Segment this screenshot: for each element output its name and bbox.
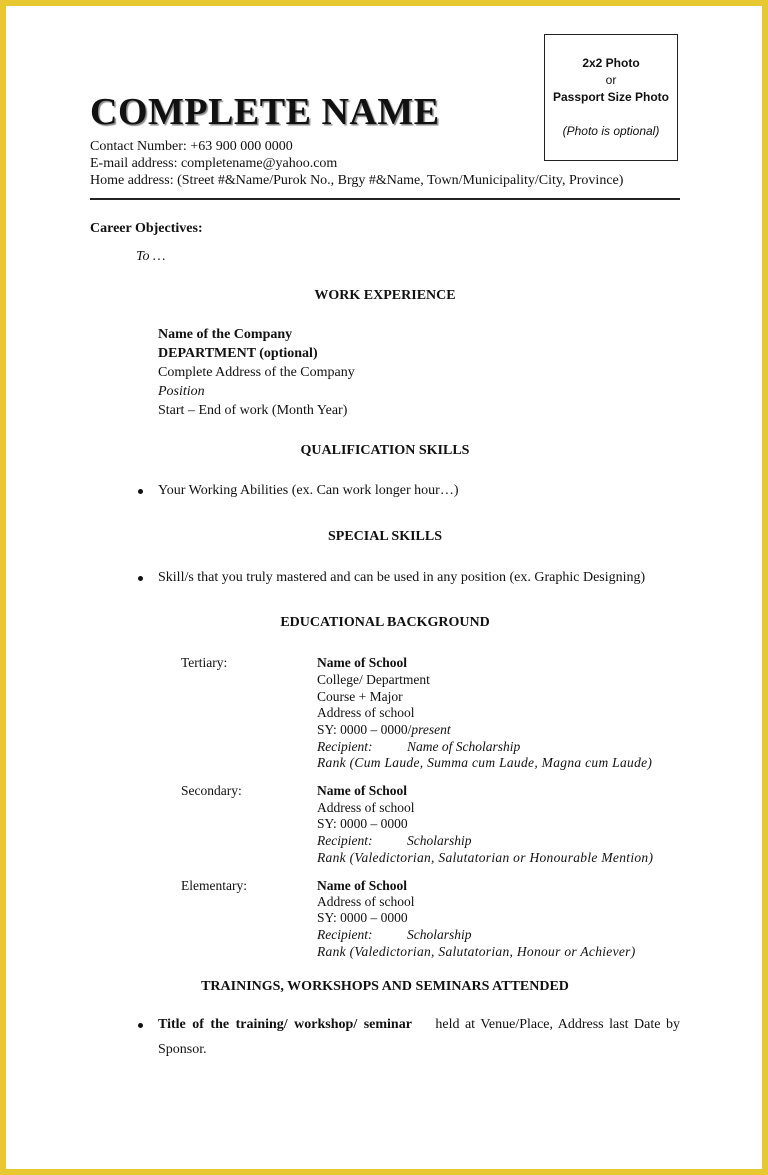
work-experience-heading: WORK EXPERIENCE — [314, 288, 456, 303]
contact-number: Contact Number: +63 900 000 0000 — [90, 139, 293, 154]
secondary-label: Secondary: — [181, 783, 242, 798]
tertiary-college: College/ Department — [317, 672, 430, 687]
work-period: Start – End of work (Month Year) — [158, 403, 348, 418]
elementary-recipient-label: Recipient: — [317, 927, 373, 942]
elementary-rank: Rank (Valedictorian, Salutatorian, Honour or Achiever) — [317, 944, 636, 959]
company-address: Complete Address of the Company — [158, 365, 355, 380]
educational-background-heading: EDUCATIONAL BACKGROUND — [280, 615, 490, 630]
complete-name-title: COMPLETE NAME — [90, 91, 440, 133]
resume-page — [6, 6, 762, 1169]
photo-optional-note: (Photo is optional) — [562, 124, 660, 138]
elementary-scholarship: Scholarship — [407, 927, 472, 942]
training-item-line — [158, 1017, 680, 1033]
email-address: E-mail address: completename@yahoo.com — [90, 156, 338, 171]
secondary-scholarship: Scholarship — [407, 833, 472, 848]
elementary-school: Name of School — [317, 878, 407, 893]
tertiary-course: Course + Major — [317, 689, 403, 704]
special-skills-heading: SPECIAL SKILLS — [328, 529, 442, 544]
bullet-icon — [138, 1023, 143, 1028]
department: DEPARTMENT (optional) — [158, 346, 318, 361]
tertiary-sy-present: present — [411, 722, 451, 737]
photo-placeholder-box — [544, 34, 678, 161]
tertiary-scholarship: Name of Scholarship — [407, 739, 521, 754]
tertiary-school: Name of School — [317, 655, 407, 670]
tertiary-label: Tertiary: — [181, 655, 228, 670]
special-skills-item: Skill/s that you truly mastered and can be used in any position (ex. Graphic Designing) — [158, 570, 646, 585]
photo-size-label: 2x2 Photo — [582, 56, 640, 70]
tertiary-school-year — [317, 722, 451, 738]
trainings-heading: TRAININGS, WORKSHOPS AND SEMINARS ATTENDED — [201, 979, 569, 994]
passport-size-label: Passport Size Photo — [552, 90, 670, 104]
position: Position — [158, 384, 205, 399]
secondary-school-year: SY: 0000 – 0000 — [317, 816, 408, 831]
home-address: Home address: (Street #&Name/Purok No., Brgy #&Name, Town/Municipality/City, Province) — [90, 173, 624, 188]
elementary-label: Elementary: — [181, 878, 247, 893]
secondary-recipient-label: Recipient: — [317, 833, 373, 848]
elementary-school-year: SY: 0000 – 0000 — [317, 910, 408, 925]
tertiary-recipient-label: Recipient: — [317, 739, 373, 754]
header-divider — [90, 198, 680, 200]
tertiary-rank: Rank (Cum Laude, Summa cum Laude, Magna cum Laude) — [317, 755, 653, 770]
qualification-skills-heading: QUALIFICATION SKILLS — [300, 443, 470, 458]
company-name: Name of the Company — [158, 327, 293, 342]
bullet-icon — [138, 576, 143, 581]
career-objectives-heading: Career Objectives: — [90, 221, 203, 236]
secondary-school: Name of School — [317, 783, 407, 798]
elementary-address: Address of school — [317, 894, 415, 909]
photo-or-label: or — [605, 73, 617, 87]
training-sponsor: Sponsor. — [158, 1042, 207, 1057]
secondary-address: Address of school — [317, 800, 415, 815]
bullet-icon — [138, 489, 143, 494]
career-objectives-text: To … — [136, 249, 166, 264]
qualification-item: Your Working Abilities (ex. Can work longer hour…) — [158, 483, 459, 498]
training-details: held at Venue/Place, Address last Date by — [435, 1017, 680, 1032]
tertiary-address: Address of school — [317, 705, 415, 720]
secondary-rank: Rank (Valedictorian, Salutatorian or Honourable Mention) — [317, 850, 654, 865]
training-title: Title of the training/ workshop/ seminar — [158, 1017, 412, 1032]
tertiary-sy-range: SY: 0000 – 0000/ — [317, 722, 412, 737]
